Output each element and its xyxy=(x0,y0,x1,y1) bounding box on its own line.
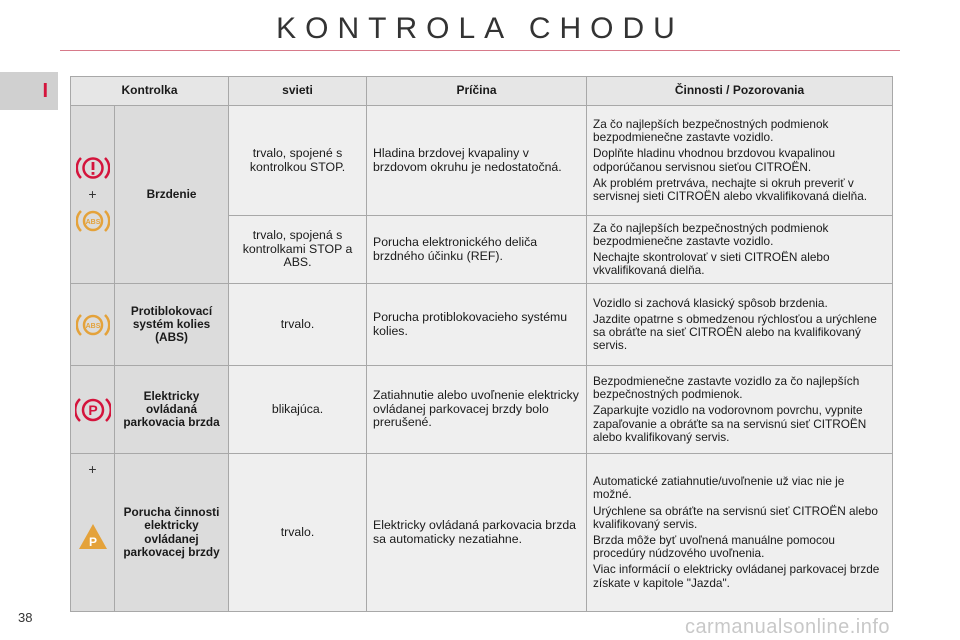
cinnosti-text: Doplňte hladinu vhodnou brzdovou kvapalinou odporúčanou servisnou sieťou CITROËN. xyxy=(593,146,836,174)
cinnosti-text: Bezpodmienečne zastavte vozidlo za čo najlepších bezpečnostných podmienok. xyxy=(593,373,860,402)
svieti-cell: blikajúca. xyxy=(229,366,367,454)
abs-icon xyxy=(76,310,110,340)
cinnosti-text: Zaparkujte vozidlo na vodorovnom povrchu, vypnite zapaľovanie a obráťte sa na servisnú sieť CITROËN alebo kvalifikovaný servis. xyxy=(593,403,867,444)
warning-lights-table xyxy=(70,76,893,612)
cinnosti-cell xyxy=(587,366,893,454)
header-cinnosti: Činnosti / Pozorovania xyxy=(587,77,893,106)
pricina-cell: Hladina brzdovej kvapaliny v brzdovom okruhu je nedostatočná. xyxy=(367,106,587,216)
abs-icon xyxy=(76,206,110,236)
page-title: KONTROLA CHODU xyxy=(276,12,684,45)
cinnosti-text: Za čo najlepších bezpečnostných podmienok bezpodmienečne zastavte vozidlo. xyxy=(593,220,829,248)
svg-text:P: P xyxy=(88,534,97,549)
pricina-cell: Zatiahnutie alebo uvoľnenie elektricky ovládanej parkovacej brzdy bolo prerušené. xyxy=(367,366,587,454)
chapter-label: I xyxy=(42,79,48,102)
cinnosti-text: Jazdite opatrne s obmedzenou rýchlosťou a urýchlene sa obráťte na sieť CITROËN alebo na kvalifikovaný servis. xyxy=(593,311,877,353)
svg-text:P: P xyxy=(87,401,98,418)
cinnosti-text: Ak problém pretrváva, nechajte si okruh preveriť v servisnej sieti CITROËN alebo vkvalifikovaná dielňa. xyxy=(593,175,868,203)
pricina-cell: Porucha protiblokovacieho systému kolies. xyxy=(367,284,587,366)
table-row xyxy=(71,106,893,216)
warning-name: Elektricky ovládaná parkovacia brzda xyxy=(115,366,229,454)
svg-text:ABS: ABS xyxy=(85,322,100,330)
plus-sign: + xyxy=(88,461,97,477)
table-row xyxy=(71,284,893,366)
table-row xyxy=(71,366,893,454)
header-svieti: svieti xyxy=(229,77,367,106)
table-row xyxy=(71,454,893,612)
pricina-cell: Porucha elektronického deliča brzdného účinku (REF). xyxy=(367,216,587,284)
cinnosti-text: Brzda môže byť uvoľnená manuálne pomocou procedúry núdzového uvoľnenia. xyxy=(593,533,835,561)
svieti-cell: trvalo, spojené s kontrolkou STOP. xyxy=(229,106,367,216)
parking-brake-icon xyxy=(75,394,111,426)
svieti-cell: trvalo. xyxy=(229,454,367,612)
header-kontrolka: Kontrolka xyxy=(71,77,229,106)
cinnosti-text: Viac informácií o elektricky ovládanej parkovacej brzde získate v kapitole "Jazda". xyxy=(593,562,880,590)
plus-sign: + xyxy=(88,185,97,202)
warning-name: Porucha činnosti elektricky ovládanej parkovacej brzdy xyxy=(115,454,229,612)
cinnosti-text: Nechajte skontrolovať v sieti CITROËN alebo vkvalifikovaná dielňa. xyxy=(593,250,830,278)
cinnosti-text: Urýchlene sa obráťte na servisnú sieť CITROËN alebo kvalifikovaný servis. xyxy=(593,503,878,531)
parking-brake-fault-icon xyxy=(77,522,109,552)
svieti-cell: trvalo. xyxy=(229,284,367,366)
cinnosti-text: Automatické zatiahnutie/uvoľnenie už viac nie je možné. xyxy=(593,474,845,502)
cinnosti-cell xyxy=(587,454,893,612)
chapter-tab xyxy=(0,72,58,110)
icon-cell xyxy=(71,454,115,612)
icon-cell xyxy=(71,106,115,284)
brake-warning-icon xyxy=(76,153,110,183)
icon-cell xyxy=(71,284,115,366)
cinnosti-cell xyxy=(587,106,893,216)
warning-name: Protiblokovací systém kolies (ABS) xyxy=(115,284,229,366)
cinnosti-cell xyxy=(587,216,893,284)
header-pricina: Príčina xyxy=(367,77,587,106)
svieti-cell: trvalo, spojená s kontrolkami STOP a ABS. xyxy=(229,216,367,284)
cinnosti-text: Vozidlo si zachová klasický spôsob brzdenia. xyxy=(593,295,828,310)
title-divider xyxy=(60,50,900,51)
warning-name: Brzdenie xyxy=(115,106,229,284)
pricina-cell: Elektricky ovládaná parkovacia brzda sa automaticky nezatiahne. xyxy=(367,454,587,612)
table-header-row xyxy=(71,77,893,106)
svg-text:ABS: ABS xyxy=(85,219,100,227)
cinnosti-cell xyxy=(587,284,893,366)
watermark: carmanualsonline.info xyxy=(684,616,890,638)
page-number: 38 xyxy=(18,610,33,625)
icon-cell xyxy=(71,366,115,454)
cinnosti-text: Za čo najlepších bezpečnostných podmienok bezpodmienečne zastavte vozidlo. xyxy=(593,116,829,145)
